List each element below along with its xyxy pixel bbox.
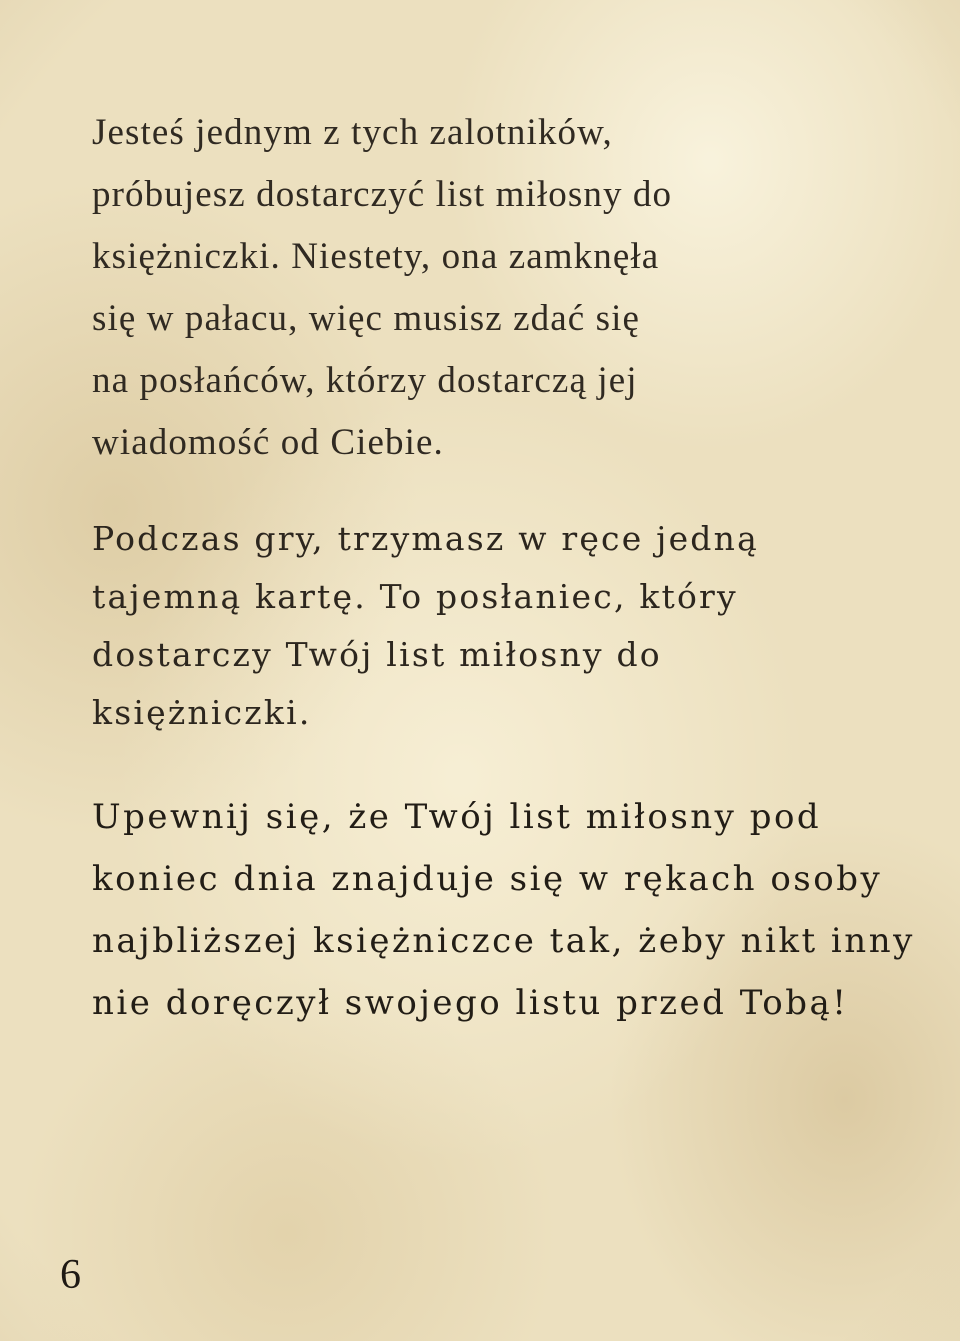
paragraph-intro <box>92 102 892 474</box>
paragraph-goal <box>92 786 915 1034</box>
page-number: 6 <box>60 1252 81 1298</box>
text-line: na posłańców, którzy dostarczą jej <box>92 360 638 401</box>
text-line: próbujesz dostarczyć list miłosny do <box>92 174 673 215</box>
text-line: dostarczy Twój list miłosny do <box>92 635 662 674</box>
text-line: się w pałacu, więc musisz zdać się <box>92 298 641 339</box>
text-line: księżniczki. <box>92 693 312 732</box>
text-line: tajemną kartę. To posłaniec, który <box>92 577 738 616</box>
text-line: księżniczki. Niestety, ona zamknęła <box>92 236 660 277</box>
text-line: najbliższej księżniczce tak, żeby nikt inny <box>92 921 915 961</box>
paragraph-secret-card <box>92 510 892 742</box>
text-line: Podczas gry, trzymasz w ręce jedną <box>92 519 759 558</box>
text-line: Upewnij się, że Twój list miłosny pod <box>92 797 822 837</box>
text-line: nie doręczył swojego listu przed Tobą! <box>92 983 849 1023</box>
text-line: koniec dnia znajduje się w rękach osoby <box>92 859 883 899</box>
text-line: Jesteś jednym z tych zalotników, <box>92 112 613 153</box>
text-line: wiadomość od Ciebie. <box>92 422 444 463</box>
